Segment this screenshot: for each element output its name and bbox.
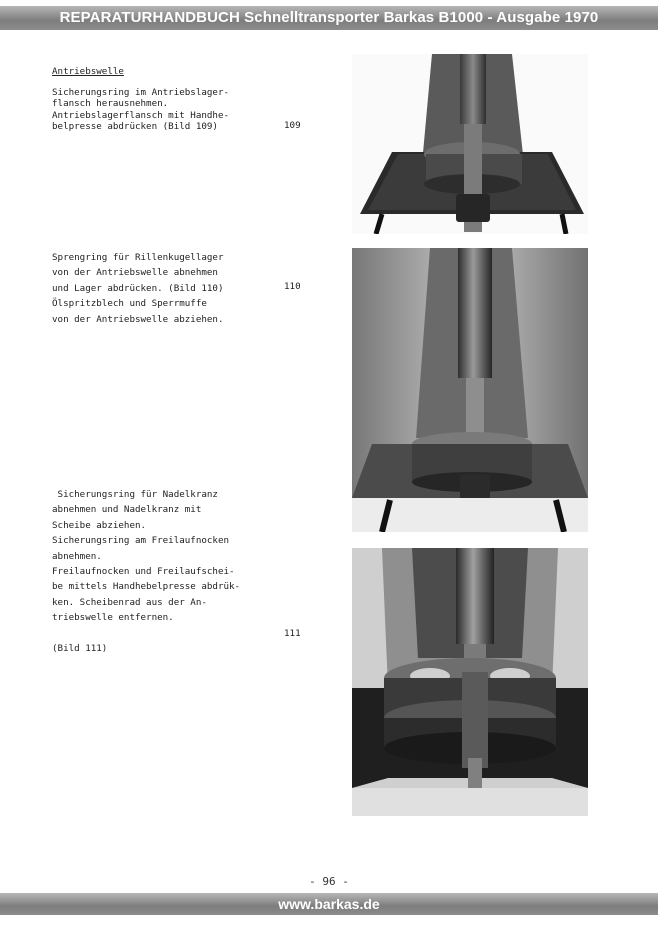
- section-109-text: [52, 66, 302, 133]
- text-line: flansch herausnehmen.: [52, 98, 169, 109]
- figure-ref-110: 110: [284, 281, 301, 292]
- text-line: abnehmen.: [52, 550, 102, 562]
- text-line: belpresse abdrücken (Bild 109): [52, 121, 218, 132]
- text-line: Sprengring für Rillenkugellager: [52, 252, 224, 263]
- photo-109: [352, 54, 588, 234]
- text-line: Freilaufnocken und Freilaufschei-: [52, 566, 235, 578]
- text-line: Scheibe abziehen.: [52, 519, 147, 531]
- text-line: Sicherungsring im Antriebslager-: [52, 86, 230, 98]
- figure-ref-109: 109: [284, 120, 301, 131]
- section-110-text: [52, 250, 302, 327]
- text-line: Antriebslagerflansch mit Handhe-: [52, 109, 230, 121]
- text-line: abnehmen und Nadelkranz mit: [52, 504, 202, 516]
- text-line: und Lager abdrücken. (Bild 110): [52, 282, 224, 294]
- footer-url[interactable]: www.barkas.de: [0, 893, 658, 915]
- text-line: von der Antriebswelle abziehen.: [52, 313, 224, 325]
- page-header: REPARATURHANDBUCH Schnelltransporter Barkas B1000 - Ausgabe 1970: [0, 6, 658, 30]
- figure-ref-111: 111: [284, 628, 301, 639]
- text-line: Sicherungsring am Freilaufnocken: [52, 535, 230, 547]
- text-line: Sicherungsring für Nadelkranz: [52, 489, 218, 500]
- photo-110: [352, 248, 588, 532]
- photo-111: [352, 548, 588, 816]
- text-line: (Bild 111): [52, 643, 108, 655]
- page-number: - 96 -: [309, 875, 349, 888]
- text-line: ken. Scheibenrad aus der An-: [52, 596, 207, 608]
- text-line: Ölspritzblech und Sperrmuffe: [52, 298, 207, 310]
- text-line: triebswelle entfernen.: [52, 612, 174, 624]
- section-111-text: [52, 487, 302, 656]
- text-line: von der Antriebswelle abnehmen: [52, 267, 218, 279]
- text-line: be mittels Handhebelpresse abdrük-: [52, 581, 241, 593]
- text-line: [52, 626, 302, 641]
- section-heading: Antriebswelle: [52, 66, 124, 77]
